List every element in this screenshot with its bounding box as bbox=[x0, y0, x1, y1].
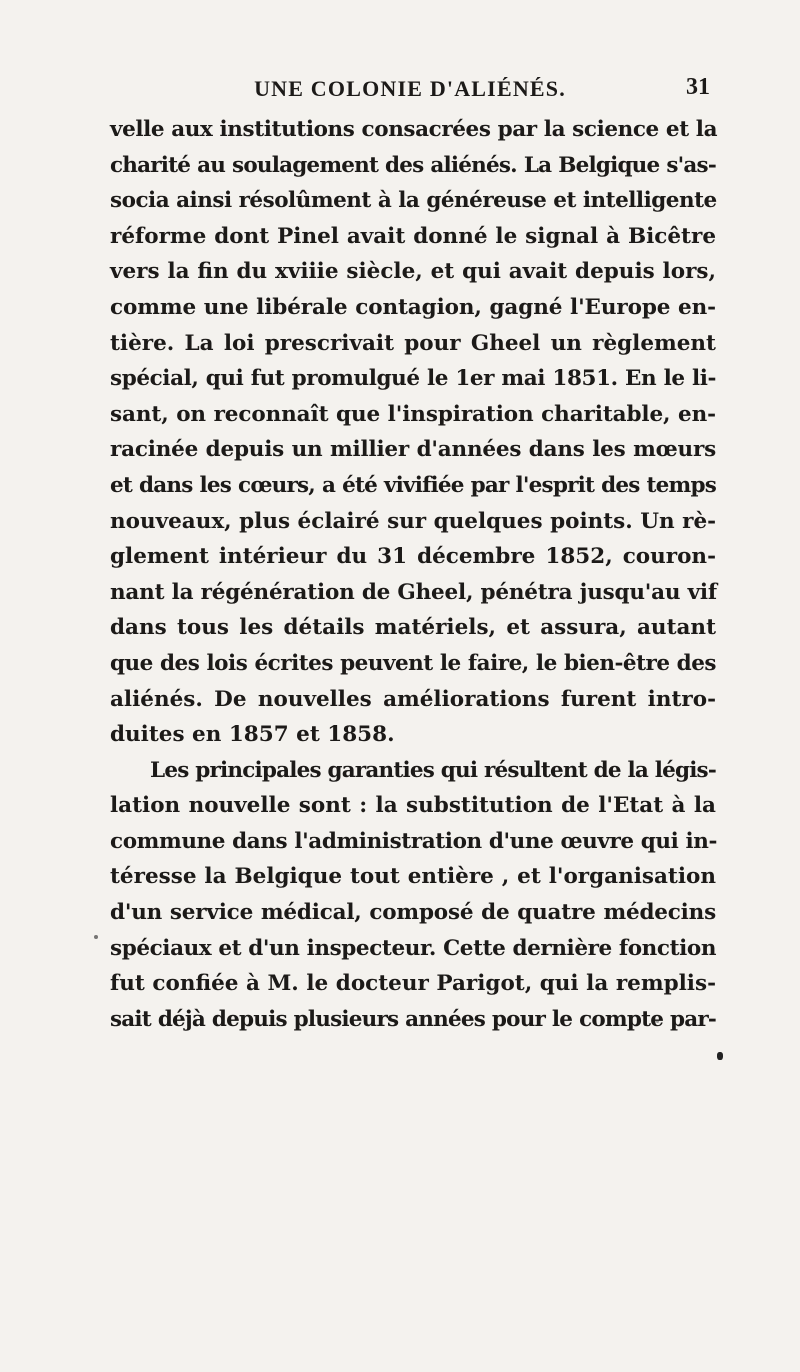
text-line: spéciaux et d'un inspecteur. Cette dernière fonction bbox=[110, 935, 717, 961]
text-line: téresse la Belgique tout entière , et l'organisation bbox=[110, 864, 716, 890]
page-number: 31 bbox=[686, 74, 710, 100]
text-line: Les principales garanties qui résultent de la légis- bbox=[150, 757, 716, 783]
running-head bbox=[110, 68, 710, 108]
text-line: charité au soulagement des aliénés. La Belgique s'as- bbox=[110, 152, 716, 178]
text-line: racinée depuis un millier d'années dans les mœurs bbox=[110, 437, 716, 463]
text-line: que des lois écrites peuvent le faire, le bien-être des bbox=[110, 650, 716, 676]
text-line: fut confiée à M. le docteur Parigot, qui la remplis- bbox=[110, 971, 716, 997]
text-line: commune dans l'administration d'une œuvre qui in- bbox=[110, 828, 718, 854]
text-line: d'un service médical, composé de quatre médecins bbox=[110, 900, 716, 926]
text-line: spécial, qui fut promulgué le 1er mai 1851. En le li- bbox=[110, 366, 716, 392]
text-line: sant, on reconnaît que l'inspiration charitable, en- bbox=[110, 401, 716, 427]
paragraph-1 bbox=[110, 112, 716, 753]
text-line: glement intérieur du 31 décembre 1852, couron- bbox=[110, 544, 716, 570]
text-line: velle aux institutions consacrées par la science et la bbox=[110, 117, 718, 142]
ink-speck bbox=[94, 935, 98, 939]
text-line: lation nouvelle sont : la substitution de l'Etat à la bbox=[110, 793, 716, 819]
text-line: comme une libérale contagion, gagné l'Europe en- bbox=[110, 294, 716, 320]
text-line: vers la fin du xviiie siècle, et qui avait depuis lors, bbox=[110, 259, 716, 285]
text-line: dans tous les détails matériels, et assura, autant bbox=[110, 615, 716, 641]
ink-speck bbox=[717, 1052, 723, 1060]
text-line: aliénés. De nouvelles améliorations furent intro- bbox=[110, 686, 716, 712]
text-line: socia ainsi résolûment à la généreuse et intelligente bbox=[110, 188, 717, 214]
running-title: UNE COLONIE D'ALIÉNÉS. bbox=[254, 76, 566, 101]
ink-speck bbox=[656, 1020, 659, 1023]
text-line: nouveaux, plus éclairé sur quelques points. Un rè- bbox=[110, 508, 717, 534]
text-line: tière. La loi prescrivait pour Gheel un règlement bbox=[110, 330, 716, 356]
text-line: et dans les cœurs, a été vivifiée par l'esprit des temps bbox=[110, 472, 716, 498]
text-line: duites en 1857 et 1858. bbox=[110, 722, 395, 748]
text-line: réforme dont Pinel avait donné le signal à Bicêtre bbox=[110, 223, 716, 249]
text-line: nant la régénération de Gheel, pénétra jusqu'au vif bbox=[110, 579, 717, 605]
text-line: sait déjà depuis plusieurs années pour le compte par- bbox=[110, 1006, 716, 1032]
paragraph-2 bbox=[110, 753, 716, 1038]
body-text bbox=[110, 112, 716, 1037]
